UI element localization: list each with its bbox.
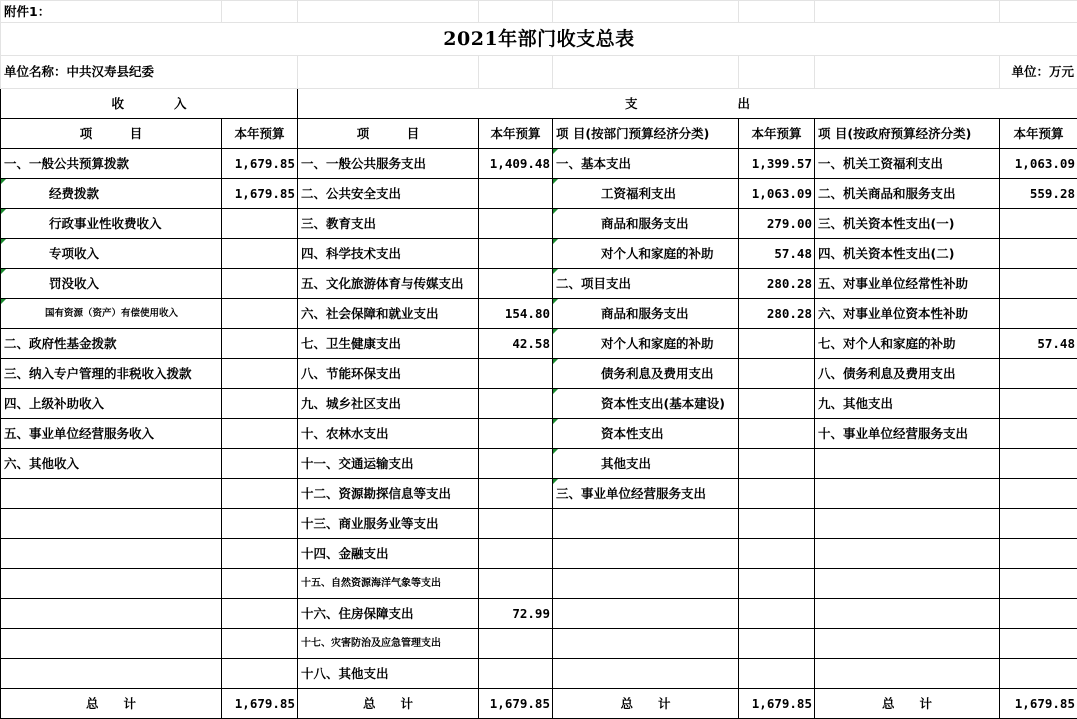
table-row [1,209,1077,239]
income-item-cell[interactable]: 一、一般公共预算拨款 [1,149,222,179]
table-row [1,539,1077,569]
gov-item-cell[interactable]: 四、机关资本性支出(二) [815,239,1000,269]
income-value-cell[interactable] [222,659,298,689]
income-value-cell[interactable]: 1,679.85 [222,179,298,209]
expense-item-cell[interactable]: 六、社会保障和就业支出 [298,299,479,329]
expense-value-cell[interactable] [479,539,553,569]
expense-value-cell[interactable] [479,479,553,509]
gov-item-cell[interactable]: 六、对事业单位资本性补助 [815,299,1000,329]
expense-item-cell[interactable]: 十三、商业服务业等支出 [298,509,479,539]
dept-value-cell[interactable] [739,629,815,659]
expense-item-cell[interactable]: 五、文化旅游体育与传媒支出 [298,269,479,299]
gov-item-cell[interactable] [815,509,1000,539]
expense-item-cell[interactable]: 十一、交通运输支出 [298,449,479,479]
income-value-cell[interactable] [222,389,298,419]
income-value-cell[interactable] [222,209,298,239]
gov-value-cell[interactable] [1000,359,1077,389]
income-value-cell[interactable] [222,299,298,329]
gov-item-cell[interactable] [815,629,1000,659]
dept-value-cell[interactable] [739,599,815,629]
expense-value-cell[interactable]: 1,409.48 [479,149,553,179]
gov-item-cell[interactable] [815,479,1000,509]
expense-value-cell[interactable] [479,359,553,389]
expense-value-cell[interactable] [479,659,553,689]
cell[interactable] [479,56,553,89]
income-item-cell[interactable] [1,509,222,539]
dept-value-cell[interactable] [739,359,815,389]
gov-econ-header[interactable]: 项 目(按政府预算经济分类) [815,119,1000,149]
income-item-cell[interactable]: 三、纳入专户管理的非税收入拨款 [1,359,222,389]
cell[interactable] [1000,1,1077,23]
gov-total-label[interactable]: 总 计 [815,689,1000,719]
gov-value-cell[interactable] [1000,209,1077,239]
unit-measure[interactable]: 单位：万元 [1000,56,1077,89]
dept-value-cell[interactable]: 280.28 [739,269,815,299]
gov-value-cell[interactable]: 559.28 [1000,179,1077,209]
income-item-cell[interactable] [1,539,222,569]
gov-value-cell[interactable] [1000,419,1077,449]
expense-item-cell[interactable]: 十五、自然资源海洋气象等支出 [298,569,479,599]
income-value-cell[interactable] [222,569,298,599]
cell[interactable] [298,56,479,89]
table-row [1,269,1077,299]
dept-item-cell[interactable]: 债务利息及费用支出 [553,359,739,389]
income-total-value[interactable]: 1,679.85 [222,689,298,719]
dept-value-cell[interactable]: 1,063.09 [739,179,815,209]
table-row [1,389,1077,419]
income-value-cell[interactable] [222,509,298,539]
expense-item-cell[interactable]: 一、一般公共服务支出 [298,149,479,179]
dept-item-cell[interactable] [553,569,739,599]
dept-item-cell[interactable] [553,659,739,689]
gov-item-cell[interactable]: 三、机关资本性支出(一) [815,209,1000,239]
gov-value-cell[interactable] [1000,389,1077,419]
dept-value-cell[interactable] [739,509,815,539]
income-value-cell[interactable] [222,449,298,479]
income-item-cell[interactable] [1,599,222,629]
gov-item-cell[interactable] [815,659,1000,689]
dept-item-cell[interactable]: 商品和服务支出 [553,299,739,329]
dept-item-cell[interactable]: 其他支出 [553,449,739,479]
income-item-cell[interactable]: 六、其他收入 [1,449,222,479]
table-row [1,449,1077,479]
table-row [1,659,1077,689]
dept-value-cell[interactable]: 1,399.57 [739,149,815,179]
gov-total-value[interactable]: 1,679.85 [1000,689,1077,719]
income-item-cell[interactable]: 五、事业单位经营服务收入 [1,419,222,449]
gov-value-cell[interactable] [1000,539,1077,569]
gov-item-cell[interactable]: 十、事业单位经营服务支出 [815,419,1000,449]
expense-value-cell[interactable] [479,389,553,419]
gov-value-cell[interactable]: 57.48 [1000,329,1077,359]
expense-item-cell[interactable]: 十二、资源勘探信息等支出 [298,479,479,509]
expense-value-cell[interactable] [479,449,553,479]
dept-value-cell[interactable]: 57.48 [739,239,815,269]
income-item-cell[interactable] [1,659,222,689]
dept-item-cell[interactable]: 资本性支出(基本建设) [553,389,739,419]
cell[interactable] [479,1,553,23]
income-header[interactable]: 收 入 [1,89,298,119]
expense-item-cell[interactable]: 三、教育支出 [298,209,479,239]
table-row [1,239,1077,269]
total-row [1,689,1077,719]
gov-value-cell[interactable] [1000,239,1077,269]
income-value-cell[interactable] [222,479,298,509]
dept-item-cell[interactable]: 商品和服务支出 [553,209,739,239]
cell[interactable] [298,1,479,23]
gov-item-cell[interactable]: 八、债务利息及费用支出 [815,359,1000,389]
gov-value-cell[interactable] [1000,659,1077,689]
income-item-cell[interactable]: 专项收入 [1,239,222,269]
dept-value-cell[interactable] [739,449,815,479]
income-item-cell[interactable] [1,629,222,659]
table-row [1,479,1077,509]
income-budget-header[interactable]: 本年预算 [222,119,298,149]
dept-value-cell[interactable] [739,539,815,569]
dept-value-cell[interactable] [739,479,815,509]
table-row [1,149,1077,179]
dept-item-cell[interactable]: 二、项目支出 [553,269,739,299]
dept-value-cell[interactable]: 279.00 [739,209,815,239]
cell[interactable] [815,1,1000,23]
expense-item-cell[interactable]: 二、公共安全支出 [298,179,479,209]
gov-item-cell[interactable]: 一、机关工资福利支出 [815,149,1000,179]
cell[interactable] [222,1,298,23]
income-item-cell[interactable]: 罚没收入 [1,269,222,299]
cell[interactable] [553,56,739,89]
gov-item-cell[interactable] [815,569,1000,599]
table-row [1,299,1077,329]
gov-item-cell[interactable]: 七、对个人和家庭的补助 [815,329,1000,359]
income-value-cell[interactable] [222,239,298,269]
cell[interactable] [739,1,815,23]
dept-total-value[interactable]: 1,679.85 [739,689,815,719]
income-total-label[interactable]: 总 计 [1,689,222,719]
dept-budget-header[interactable]: 本年预算 [739,119,815,149]
gov-value-cell[interactable] [1000,599,1077,629]
dept-value-cell[interactable] [739,419,815,449]
gov-value-cell[interactable] [1000,449,1077,479]
gov-value-cell[interactable] [1000,629,1077,659]
gov-item-cell[interactable] [815,449,1000,479]
expense-value-cell[interactable]: 72.99 [479,599,553,629]
dept-item-cell[interactable] [553,629,739,659]
gov-item-cell[interactable]: 五、对事业单位经常性补助 [815,269,1000,299]
table-row [1,419,1077,449]
cell[interactable] [553,1,739,23]
dept-item-cell[interactable] [553,539,739,569]
dept-econ-header[interactable]: 项 目(按部门预算经济分类) [553,119,739,149]
table-row [1,359,1077,389]
table-title[interactable]: 2021年部门收支总表 [1,23,1077,56]
gov-value-cell[interactable] [1000,569,1077,599]
dept-total-label[interactable]: 总 计 [553,689,739,719]
expense-item-cell[interactable]: 十六、住房保障支出 [298,599,479,629]
gov-value-cell[interactable] [1000,269,1077,299]
gov-item-cell[interactable]: 九、其他支出 [815,389,1000,419]
table-row [1,179,1077,209]
income-value-cell[interactable] [222,359,298,389]
dept-item-cell[interactable]: 资本性支出 [553,419,739,449]
expense-item-cell[interactable]: 八、节能环保支出 [298,359,479,389]
expense-total-label[interactable]: 总 计 [298,689,479,719]
cell[interactable] [739,56,815,89]
dept-item-cell[interactable]: 一、基本支出 [553,149,739,179]
gov-value-cell[interactable] [1000,299,1077,329]
gov-budget-header[interactable]: 本年预算 [1000,119,1077,149]
expense-value-cell[interactable] [479,269,553,299]
expense-budget-header[interactable]: 本年预算 [479,119,553,149]
expense-item-header[interactable]: 项 目 [298,119,479,149]
gov-item-cell[interactable] [815,539,1000,569]
dept-item-cell[interactable]: 对个人和家庭的补助 [553,239,739,269]
expense-value-cell[interactable]: 42.58 [479,329,553,359]
gov-value-cell[interactable] [1000,479,1077,509]
expense-value-cell[interactable] [479,629,553,659]
income-item-cell[interactable]: 行政事业性收费收入 [1,209,222,239]
table-row [1,569,1077,599]
income-value-cell[interactable] [222,419,298,449]
income-item-cell[interactable]: 国有资源（资产）有偿使用收入 [1,299,222,329]
expense-value-cell[interactable] [479,239,553,269]
dept-value-cell[interactable] [739,569,815,599]
income-value-cell[interactable] [222,539,298,569]
income-item-header[interactable]: 项 目 [1,119,222,149]
income-value-cell[interactable]: 1,679.85 [222,149,298,179]
table-row [1,629,1077,659]
income-value-cell[interactable] [222,269,298,299]
expense-item-cell[interactable]: 九、城乡社区支出 [298,389,479,419]
table-row [1,599,1077,629]
gov-item-cell[interactable] [815,599,1000,629]
attachment-label[interactable]: 附件1： [1,1,222,23]
gov-value-cell[interactable] [1000,509,1077,539]
dept-value-cell[interactable] [739,389,815,419]
income-item-cell[interactable]: 二、政府性基金拨款 [1,329,222,359]
expense-value-cell[interactable] [479,209,553,239]
expense-item-cell[interactable]: 十、农林水支出 [298,419,479,449]
expense-total-value[interactable]: 1,679.85 [479,689,553,719]
table-row [1,329,1077,359]
dept-item-cell[interactable] [553,599,739,629]
income-item-cell[interactable]: 经费拨款 [1,179,222,209]
income-item-cell[interactable] [1,569,222,599]
dept-item-cell[interactable]: 工资福利支出 [553,179,739,209]
income-value-cell[interactable] [222,329,298,359]
dept-value-cell[interactable] [739,329,815,359]
expense-value-cell[interactable]: 154.80 [479,299,553,329]
dept-item-cell[interactable] [553,509,739,539]
income-value-cell[interactable] [222,629,298,659]
expense-item-cell[interactable]: 四、科学技术支出 [298,239,479,269]
expense-value-cell[interactable] [479,419,553,449]
cell[interactable] [815,56,1000,89]
expense-value-cell[interactable] [479,179,553,209]
gov-value-cell[interactable]: 1,063.09 [1000,149,1077,179]
dept-value-cell[interactable] [739,659,815,689]
gov-item-cell[interactable]: 二、机关商品和服务支出 [815,179,1000,209]
expense-item-cell[interactable]: 十八、其他支出 [298,659,479,689]
expense-value-cell[interactable] [479,509,553,539]
expense-item-cell[interactable]: 十七、灾害防治及应急管理支出 [298,629,479,659]
income-item-cell[interactable]: 四、上级补助收入 [1,389,222,419]
dept-value-cell[interactable]: 280.28 [739,299,815,329]
income-value-cell[interactable] [222,599,298,629]
income-item-cell[interactable] [1,479,222,509]
expense-header[interactable]: 支 出 [298,89,1077,119]
expense-item-cell[interactable]: 十四、金融支出 [298,539,479,569]
expense-item-cell[interactable]: 七、卫生健康支出 [298,329,479,359]
unit-name[interactable]: 单位名称：中共汉寿县纪委 [1,56,298,89]
table-row [1,509,1077,539]
dept-item-cell[interactable]: 对个人和家庭的补助 [553,329,739,359]
expense-value-cell[interactable] [479,569,553,599]
dept-item-cell[interactable]: 三、事业单位经营服务支出 [553,479,739,509]
